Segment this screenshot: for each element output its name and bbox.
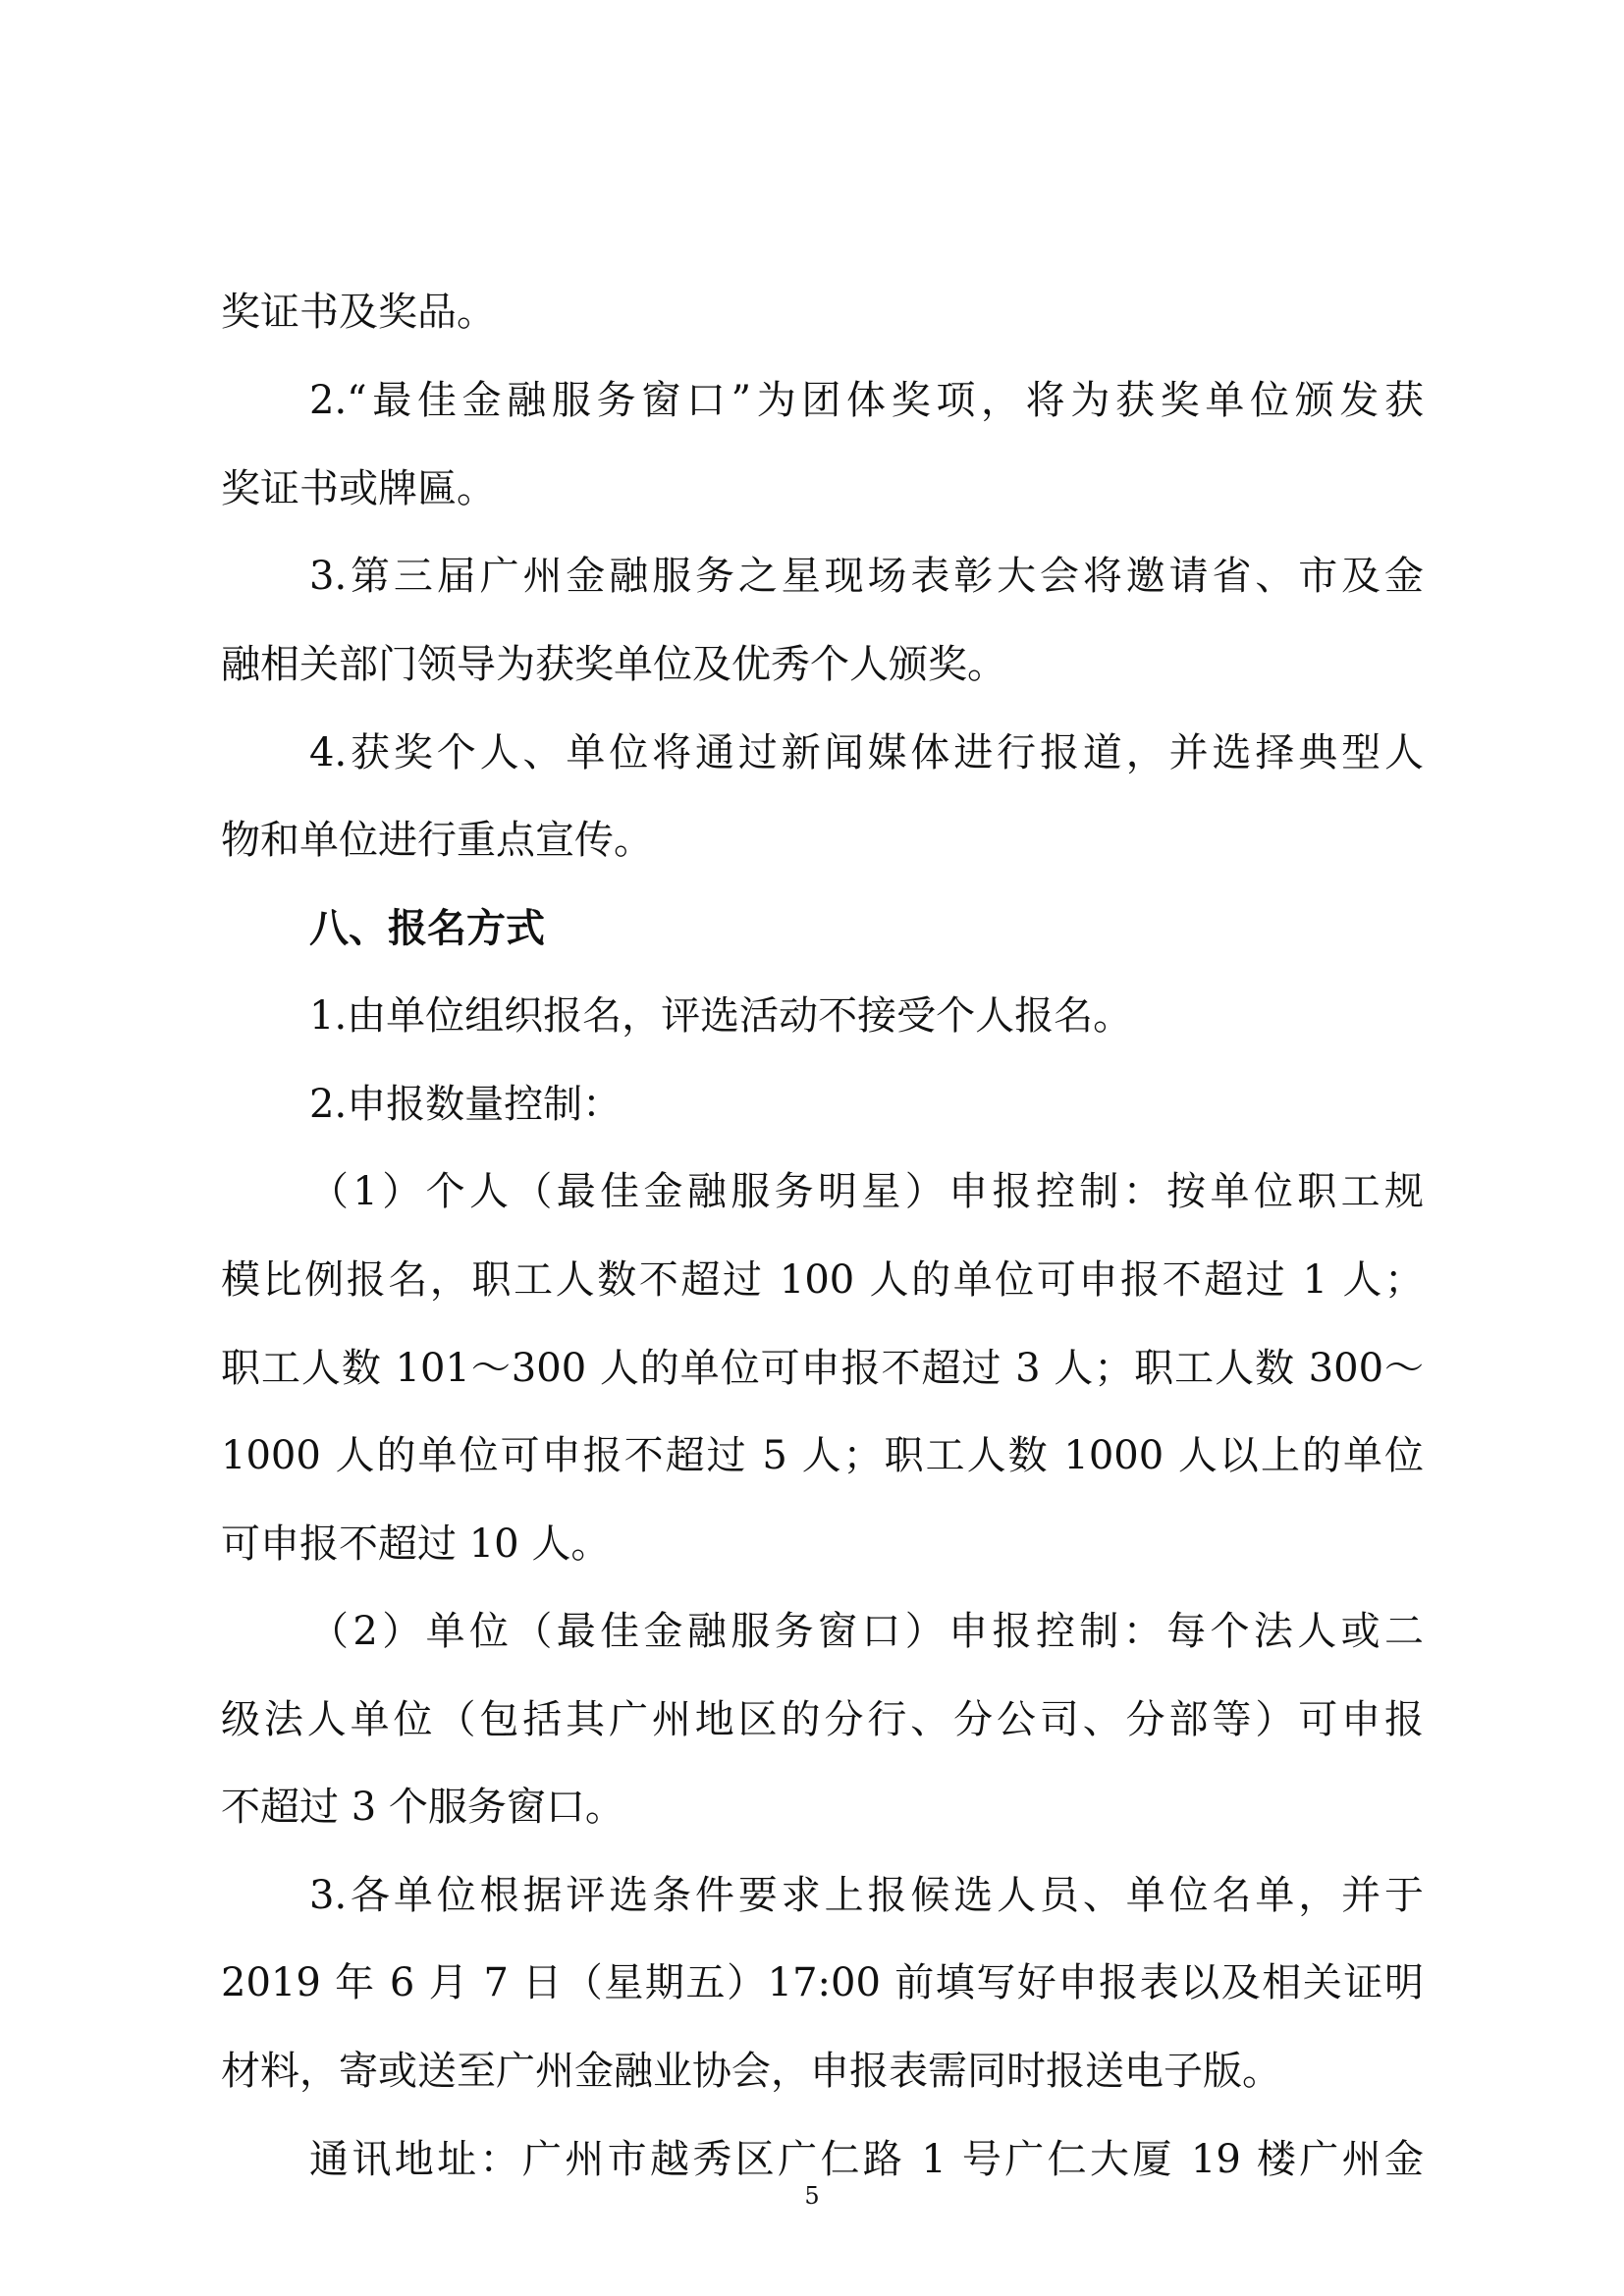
paragraph-line: 融相关部门领导为获奖单位及优秀个人颁奖。 [221, 642, 1006, 687]
paragraph-line: 3.各单位根据评选条件要求上报候选人员、单位名单，并于 [309, 1873, 1424, 1918]
page-number: 5 [804, 2182, 820, 2210]
paragraph-line: （1）个人（最佳金融服务明星）申报控制：按单位职工规 [309, 1169, 1424, 1214]
paragraph-line: 职工人数 101～300 人的单位可申报不超过 3 人；职工人数 300～ [221, 1346, 1424, 1391]
paragraph-line: 可申报不超过 10 人。 [221, 1522, 611, 1567]
paragraph-line: 1000 人的单位可申报不超过 5 人；职工人数 1000 人以上的单位 [221, 1433, 1424, 1478]
paragraph-line: 通讯地址：广州市越秀区广仁路 1 号广仁大厦 19 楼广州金 [309, 2137, 1424, 2182]
paragraph-line: 奖证书或牌匾。 [221, 466, 496, 511]
paragraph-line: 模比例报名，职工人数不超过 100 人的单位可申报不超过 1 人； [221, 1257, 1424, 1303]
paragraph-line: 级法人单位（包括其广州地区的分行、分公司、分部等）可申报 [221, 1697, 1424, 1742]
section-heading: 八、报名方式 [309, 906, 545, 951]
paragraph-line: 1.由单位组织报名，评选活动不接受个人报名。 [309, 993, 1133, 1039]
paragraph-line: 2019 年 6 月 7 日（星期五）17:00 前填写好申报表以及相关证明 [221, 1960, 1424, 2005]
paragraph-line: 2.申报数量控制： [309, 1082, 623, 1127]
paragraph-line: 2.“最佳金融服务窗口”为团体奖项，将为获奖单位颁发获 [309, 378, 1424, 423]
paragraph-line: 物和单位进行重点宣传。 [221, 818, 653, 863]
paragraph-line: 3.第三届广州金融服务之星现场表彰大会将邀请省、市及金 [309, 554, 1424, 599]
paragraph-line: 材料，寄或送至广州金融业协会，申报表需同时报送电子版。 [221, 2049, 1281, 2094]
paragraph-line: （2）单位（最佳金融服务窗口）申报控制：每个法人或二 [309, 1609, 1424, 1654]
paragraph-line: 4.获奖个人、单位将通过新闻媒体进行报道，并选择典型人 [309, 730, 1424, 775]
paragraph-line: 不超过 3 个服务窗口。 [221, 1785, 624, 1830]
paragraph-line: 奖证书及奖品。 [221, 290, 496, 335]
